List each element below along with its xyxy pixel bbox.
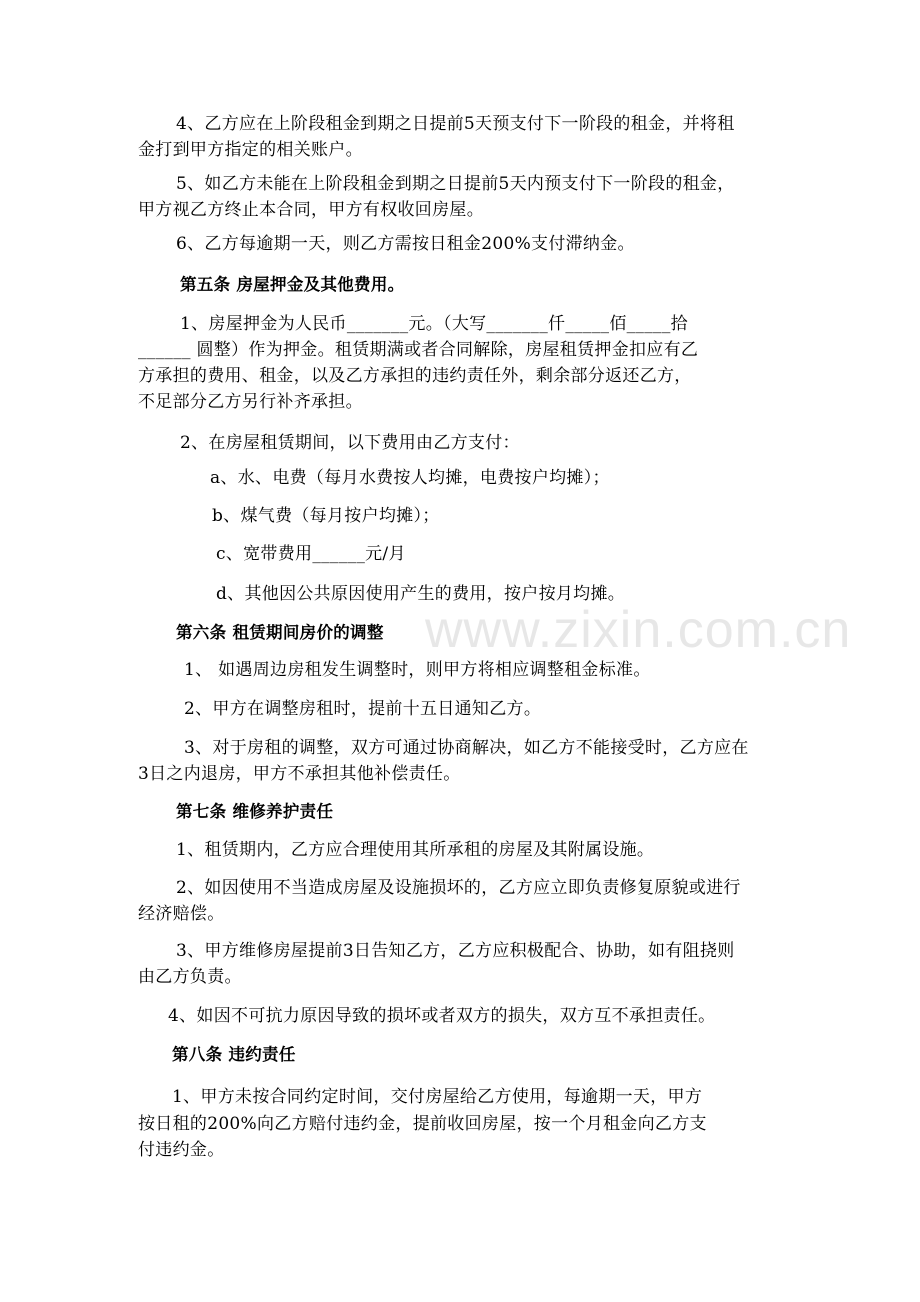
clause-5-2-a: a、水、电费（每月水费按人均摊，电费按户均摊）； — [210, 468, 610, 488]
clause-6-1: 1、 如遇周边房租发生调整时，则甲方将相应调整租金标准。 — [184, 660, 651, 680]
clause-5-2-d: d、其他因公共原因使用产生的费用，按户按月均摊。 — [216, 584, 626, 604]
section-7-heading: 第七条 维修养护责任 — [176, 802, 334, 821]
clause-4-5-line-1: 5、如乙方未能在上阶段租金到期之日提前5天内预支付下一阶段的租金， — [176, 174, 735, 194]
clause-5-1-line-3: 方承担的费用、租金，以及乙方承担的违约责任外，剩余部分返还乙方， — [138, 366, 692, 386]
clause-4-5-line-2: 甲方视乙方终止本合同，甲方有权收回房屋。 — [138, 200, 484, 220]
clause-5-2: 2、在房屋租赁期间，以下费用由乙方支付： — [180, 433, 520, 453]
clause-6-3-line-1: 3、对于房租的调整，双方可通过协商解决，如乙方不能接受时，乙方应在 — [184, 738, 749, 758]
clause-7-4: 4、如因不可抗力原因导致的损坏或者双方的损失，双方互不承担责任。 — [168, 1006, 716, 1026]
clause-5-2-c: c、宽带费用______元/月 — [216, 544, 406, 564]
clause-8-1-line-1: 1、甲方未按合同约定时间，交付房屋给乙方使用，每逾期一天，甲方 — [172, 1087, 703, 1107]
clause-8-1-line-2: 按日租的200%向乙方赔付违约金，提前收回房屋，按一个月租金向乙方支 — [138, 1114, 707, 1134]
section-5-heading: 第五条 房屋押金及其他费用。 — [180, 275, 405, 294]
clause-7-2-line-1: 2、如因使用不当造成房屋及设施损坏的，乙方应立即负责修复原貌或进行 — [176, 878, 741, 898]
clause-4-4-line-1: 4、乙方应在上阶段租金到期之日提前5天预支付下一阶段的租金，并将租 — [176, 114, 735, 134]
clause-4-6: 6、乙方每逾期一天，则乙方需按日租金200%支付滞纳金。 — [176, 234, 635, 254]
clause-6-2: 2、甲方在调整房租时，提前十五日通知乙方。 — [184, 699, 542, 719]
section-6-heading: 第六条 租赁期间房价的调整 — [176, 623, 384, 642]
clause-8-1-line-3: 付违约金。 — [138, 1140, 225, 1160]
clause-7-1: 1、租赁期内，乙方应合理使用其所承租的房屋及其附属设施。 — [176, 840, 655, 860]
clause-7-2-line-2: 经济赔偿。 — [138, 904, 225, 924]
watermark: www.zixin.com.cn — [425, 601, 852, 659]
clause-5-1-line-1: 1、房屋押金为人民币_______元。（大写_______仟_____佰_____拾 — [180, 314, 688, 334]
clause-7-3-line-1: 3、甲方维修房屋提前3日告知乙方，乙方应积极配合、协助，如有阻挠则 — [176, 941, 735, 961]
clause-5-1-line-2: ______ 圆整）作为押金。租赁期满或者合同解除，房屋租赁押金扣应有乙 — [138, 340, 699, 360]
clause-5-1-line-4: 不足部分乙方另行补齐承担。 — [138, 392, 363, 412]
clause-4-4-line-2: 金打到甲方指定的相关账户。 — [138, 140, 363, 160]
clause-7-3-line-2: 由乙方负责。 — [138, 967, 242, 987]
clause-5-2-b: b、煤气费（每月按户均摊）； — [212, 506, 440, 526]
clause-6-3-line-2: 3日之内退房，甲方不承担其他补偿责任。 — [138, 764, 461, 784]
section-8-heading: 第八条 违约责任 — [172, 1045, 296, 1064]
